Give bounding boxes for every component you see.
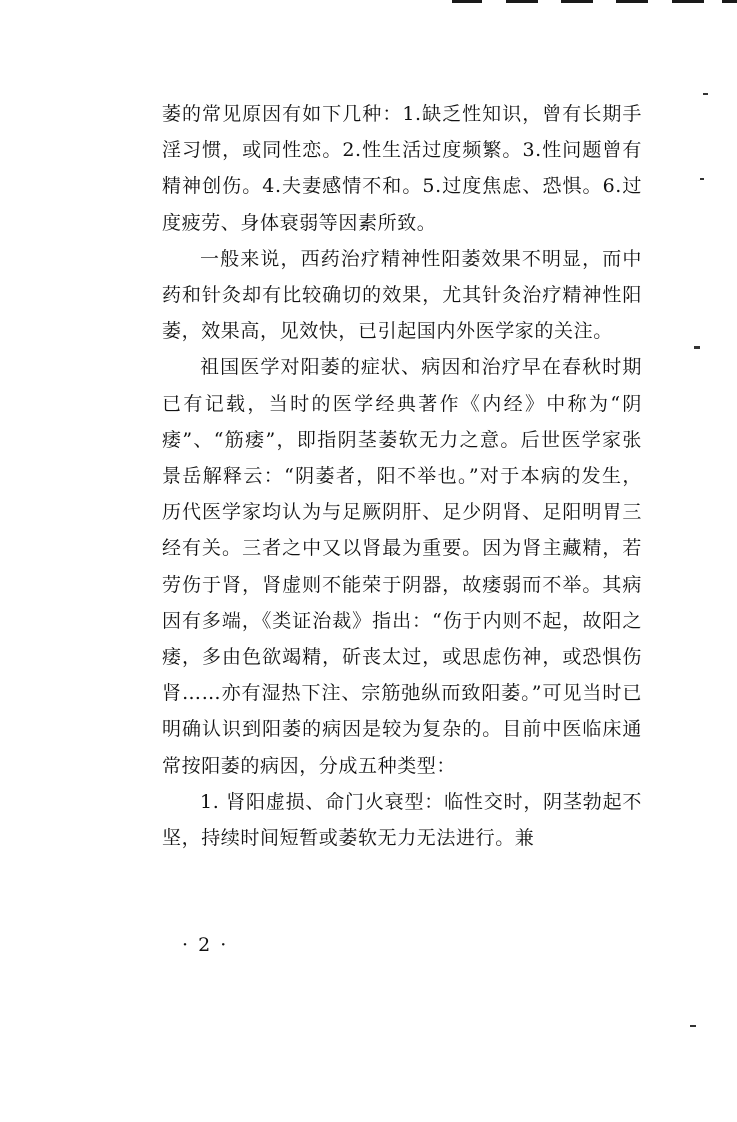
paragraph-type-1: 1. 肾阳虚损、命门火衰型：临性交时，阴茎勃起不坚，持续时间短暂或萎软无力无法进行。兼 [162,790,642,850]
scan-edge-mark [561,0,593,3]
scan-edge-mark [506,0,538,3]
scan-speck [694,346,700,349]
body-text [162,96,642,856]
scan-speck [690,1025,696,1027]
scan-edge-mark [452,0,482,3]
scan-speck [700,178,704,180]
scan-speck [703,93,708,95]
paragraph-causes: 萎的常见原因有如下几种：1.缺乏性知识，曾有长期手淫习惯，或同性恋。2.性生活过度频繁。3.性问题曾有精神创伤。4.夫妻感情不和。5.过度焦虑、恐惧。6.过度疲劳、身体衰弱等因素所致。 [162,103,642,234]
scan-edge-mark [672,0,704,3]
paragraph-treatment-overview: 一般来说，西药治疗精神性阳萎效果不明显，而中药和针灸却有比较确切的效果，尤其针灸治疗精神性阳萎，效果高，见效快，已引起国内外医学家的关注。 [162,247,642,343]
paragraph-tcm-history: 祖国医学对阳萎的症状、病因和治疗早在春秋时期已有记载，当时的医学经典著作《内经》中称为“阴痿”、“筋痿”，即指阴茎萎软无力之意。后世医学家张景岳解释云：“阴萎者，阳不举也。”对于本病的发生，历代医学家均认为与足厥阴肝、足少阴肾、足阳明胃三经有关。三者之中又以肾最为重要。因为肾主藏精，若劳伤于肾，肾虚则不能荣于阴器，故痿弱而不举。其病因有多端，《类证治裁》指出：“伤于内则不起，故阳之痿，多由色欲竭精，斫丧太过，或思虑伤神，或恐惧伤肾……亦有湿热下注、宗筋弛纵而致阳萎。”可见当时已明确认识到阳萎的病因是较为复杂的。目前中医临床通常按阳萎的病因，分成五种类型： [162,356,642,777]
scan-edge-mark [616,0,648,3]
scan-edge-mark [722,0,737,3]
page-number: · 2 · [182,934,229,956]
